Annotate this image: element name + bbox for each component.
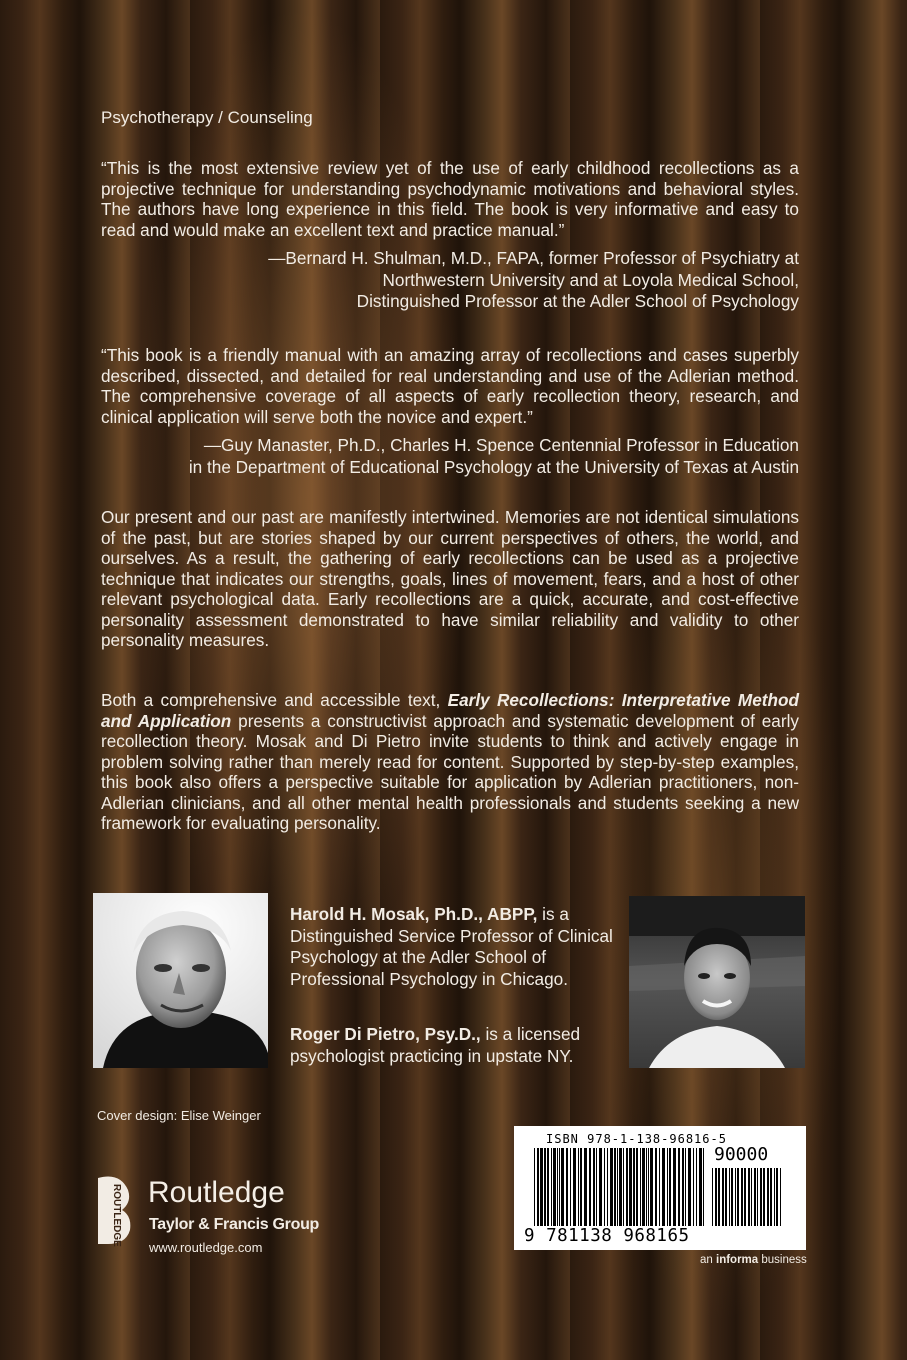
barcode-bar: [589, 1148, 591, 1226]
barcode-bar: [610, 1148, 613, 1226]
barcode-bar: [596, 1148, 597, 1226]
barcode-bar: [636, 1148, 638, 1226]
attribution-line: in the Department of Educational Psychology at the University of Texas at Austin: [188, 456, 799, 477]
barcode-bar: [744, 1168, 746, 1226]
author-bio-text: is a Distinguished Service Professor of Clinical Psychology at the Adler School of Professional Psychology in Chicago.: [290, 904, 613, 989]
barcode-bar: [688, 1148, 691, 1226]
barcode-bar: [682, 1148, 684, 1226]
barcode-bar: [544, 1148, 546, 1226]
barcode-bar: [667, 1148, 668, 1226]
barcode-bar: [578, 1148, 579, 1226]
barcode-bar: [566, 1148, 568, 1226]
barcode-bar: [748, 1168, 750, 1226]
barcode-bar: [659, 1148, 660, 1226]
barcode-bar: [580, 1148, 582, 1226]
routledge-logo-icon: [90, 1172, 138, 1248]
barcode-bar: [673, 1148, 676, 1226]
barcode-bar: [540, 1148, 543, 1226]
barcode-bar: [642, 1148, 645, 1226]
barcode-bar: [617, 1148, 618, 1226]
barcode-bar: [770, 1168, 772, 1226]
barcode-bar: [703, 1148, 704, 1226]
barcode-bar: [780, 1168, 781, 1226]
author-name: Harold H. Mosak, Ph.D., ABPP,: [290, 904, 538, 924]
barcode-bar: [693, 1148, 694, 1226]
attribution-line: —Bernard H. Shulman, M.D., FAPA, former Professor of Psychiatry at: [268, 248, 799, 268]
category-label: Psychotherapy / Counseling: [101, 108, 313, 127]
logo-text: ROUTLEDGE: [111, 1184, 122, 1247]
barcode-bar: [623, 1148, 624, 1226]
barcode-bar: [584, 1148, 587, 1226]
barcode-bar: [722, 1168, 724, 1226]
barcode-bar: [626, 1148, 628, 1226]
author-name: Roger Di Pietro, Psy.D.,: [290, 1024, 481, 1044]
attribution-line: Northwestern University and at Loyola Medical School,: [382, 269, 799, 290]
barcode-bar: [646, 1148, 647, 1226]
barcode-bar: [534, 1148, 535, 1226]
barcode-bar: [559, 1148, 560, 1226]
barcode-bar: [537, 1148, 539, 1226]
barcode-bar: [725, 1168, 727, 1226]
barcode-bar: [553, 1148, 556, 1226]
barcode-bar: [751, 1168, 752, 1226]
price-barcode-icon: [712, 1168, 782, 1226]
barcode-bar: [599, 1148, 602, 1226]
barcode-bar: [712, 1168, 713, 1226]
author-bio-dipietro: [290, 1024, 620, 1067]
barcode-bar: [678, 1148, 680, 1226]
author-bio-text: is a licensed psychologist practicing in upstate NY.: [290, 1024, 581, 1066]
barcode-bar: [767, 1168, 769, 1226]
description-paragraph: Our present and our past are manifestly intertwined. Memories are not identical simulations of the past, but are stories shaped by our current perspectives of others, the world, and ourselves. As a result, the gathering of early recollections can be used as a projective technique that indicates our strengths, goals, lines of movement, fears, and a host of other relevant psychological data. Early recollections are a quick, accurate, and cost-effective personality assessment demonstrated to have similar reliability and validity to other personality measures.: [101, 507, 799, 650]
publisher-name: Routledge: [148, 1176, 285, 1209]
barcode-bar: [696, 1148, 697, 1226]
barcode-bar: [741, 1168, 743, 1226]
barcode-bar: [729, 1168, 730, 1226]
barcode-bar: [648, 1148, 649, 1226]
barcode-bar: [607, 1148, 608, 1226]
ean-digits: 9 781138 968165: [524, 1226, 690, 1246]
barcode-bar: [731, 1168, 733, 1226]
review-attribution-1: [79, 248, 799, 313]
barcode-bar: [662, 1148, 665, 1226]
barcode-bar: [551, 1148, 552, 1226]
isbn-barcode: [514, 1126, 806, 1250]
attribution-line: Distinguished Professor at the Adler School of Psychology: [356, 291, 799, 311]
publisher-website: www.routledge.com: [149, 1240, 263, 1255]
publisher-group: Taylor & Francis Group: [149, 1216, 320, 1233]
cover-design-credit: Cover design: Elise Weinger: [97, 1108, 261, 1123]
barcode-bar: [776, 1168, 778, 1226]
barcode-bar: [655, 1148, 657, 1226]
desc2-lead: Both a comprehensive and accessible text,: [101, 690, 441, 710]
barcode-bar: [760, 1168, 762, 1226]
barcode-bar: [757, 1168, 758, 1226]
barcode-bar: [633, 1148, 635, 1226]
desc2-rest: presents a constructivist approach and systematic development of early recollection theory. Mosak and Di Pietro invite students to think and actively engage in problem solving rather than merely read for content. Supported by step-by-step examples, this book also offers a perspective suitable for application by Adlerian practitioners, non-Adlerian clinicians, and all other mental health professionals and students seeking a new framework for evaluating personality.: [101, 710, 799, 833]
barcode-bar: [754, 1168, 756, 1226]
barcode-bar: [715, 1168, 717, 1226]
barcode-bar: [685, 1148, 686, 1226]
informa-tagline: an informa business: [700, 1254, 807, 1266]
barcode-bar: [699, 1148, 702, 1226]
barcode-bar: [619, 1148, 622, 1226]
author-bio-mosak: [290, 904, 620, 990]
barcode-bar: [547, 1148, 549, 1226]
barcode-bar: [573, 1148, 576, 1226]
barcode-bar: [650, 1148, 653, 1226]
barcode-bar: [737, 1168, 739, 1226]
author-photo-mosak: [93, 893, 268, 1068]
isbn-label: ISBN 978-1-138-96816-5: [546, 1132, 727, 1146]
barcode-bar: [604, 1148, 605, 1226]
barcode-bar: [763, 1168, 765, 1226]
barcode-bar: [614, 1148, 616, 1226]
barcode-bar: [735, 1168, 736, 1226]
description-paragraph-2: [101, 690, 799, 834]
informa-brand: informa: [716, 1254, 759, 1266]
barcode-bar: [629, 1148, 632, 1226]
review-attribution-2: [79, 435, 799, 478]
review-quote-2: “This book is a friendly manual with an amazing array of recollections and cases superbly described, dissected, and detailed for real understanding and use of the Adlerian method. The comprehensive coverage of all aspects of early recollection theory, research, and clinical application will serve both the novice and expert.”: [101, 345, 799, 427]
barcode-bar: [557, 1148, 558, 1226]
barcode-bar: [718, 1168, 720, 1226]
barcode-bar: [640, 1148, 641, 1226]
barcode-bar: [593, 1148, 595, 1226]
barcode-bar: [570, 1148, 571, 1226]
barcode-bars-icon: [534, 1148, 704, 1226]
barcode-bar: [669, 1148, 671, 1226]
barcode-bar: [774, 1168, 775, 1226]
attribution-line: —Guy Manaster, Ph.D., Charles H. Spence Centennial Professor in Education: [203, 435, 799, 455]
price-code: 90000: [714, 1144, 769, 1165]
review-quote-1: “This is the most extensive review yet of the use of early childhood recollections as a projective technique for understanding psychodynamic motivations and behavioral styles. The authors have long experience in this field. The book is very informative and easy to read and would make an excellent text and practice manual.”: [101, 158, 799, 240]
barcode-bar: [561, 1148, 564, 1226]
book-title: Early Recollections: Interpretative Method and Application: [101, 690, 800, 731]
author-photo-dipietro: [629, 896, 805, 1068]
